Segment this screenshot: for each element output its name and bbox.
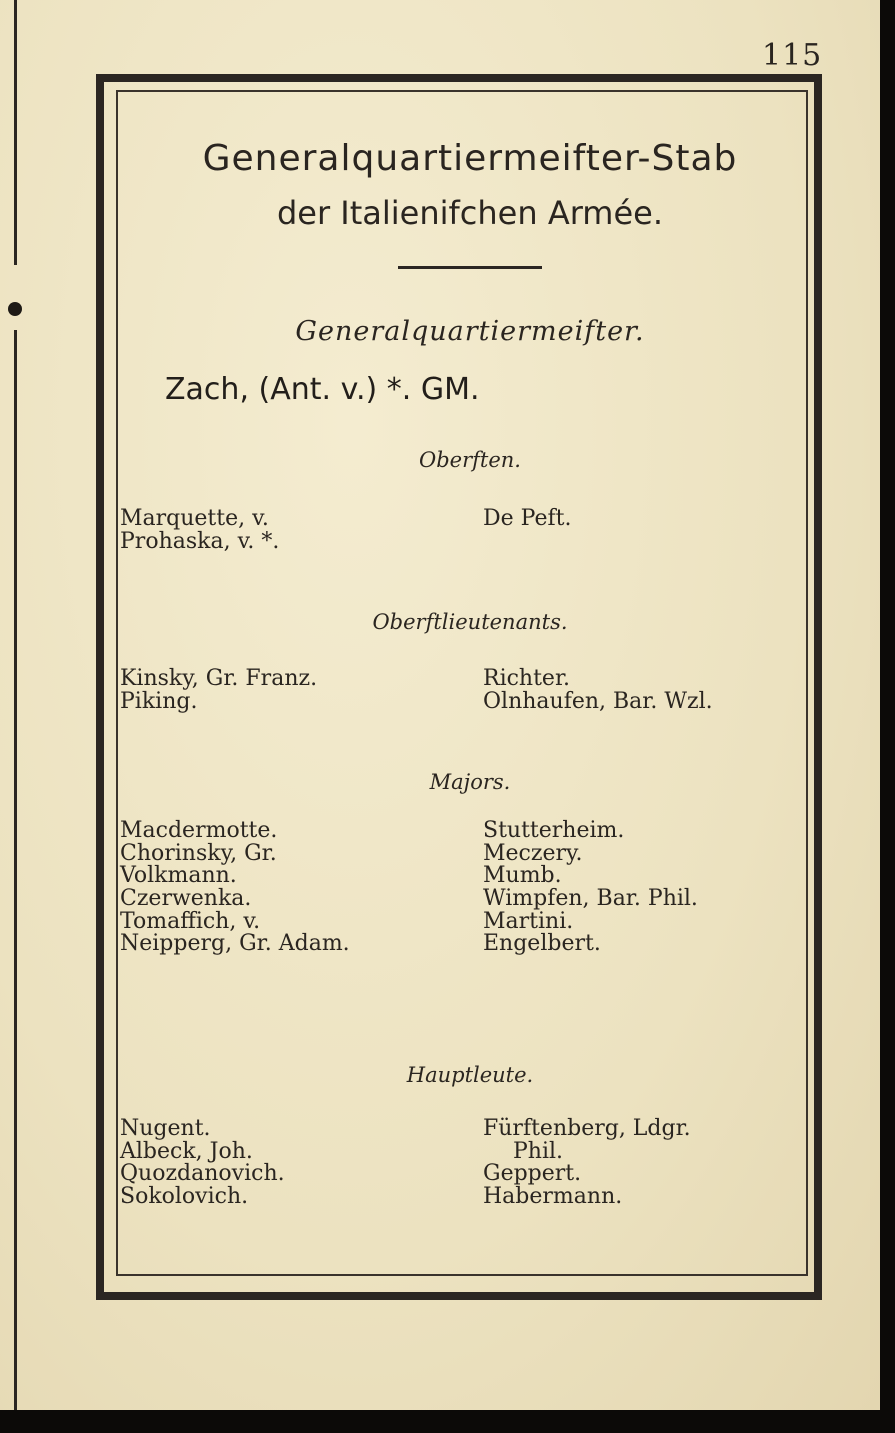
list-item: Meczery. [483,840,583,866]
list-item: Prohaska, v. *. [120,528,280,554]
page-subtitle: der Italienifchen Armée. [276,194,664,232]
list-item: Tomaffich, v. [120,908,261,934]
list-item: Neipperg, Gr. Adam. [120,931,350,957]
list-item: Stutterheim. [483,818,625,843]
page-title: Generalquartiermeifter-Stab [202,138,738,179]
list-item: Macdermotte. [120,818,278,843]
majors-left-column [120,820,350,956]
list-item: Wimpfen, Bar. Phil. [483,886,698,912]
hauptleute-right-column [483,1118,691,1209]
binding-mark [8,302,22,316]
list-item: Chorinsky, Gr. [120,840,277,866]
list-item: Volkmann. [120,863,237,889]
list-item: Fürftenberg, Ldgr. [483,1116,691,1141]
heading-obersten: Oberften. [419,448,521,472]
list-item: Habermann. [483,1184,623,1210]
list-item: Engelbert. [483,931,601,957]
list-item: Quozdanovich. [120,1161,285,1187]
obersten-left-column [120,508,279,553]
list-item: Nugent. [120,1116,211,1141]
oberstlieutenants-left-column [120,668,317,713]
list-item: Richter. [483,666,571,691]
list-item: Geppert. [483,1161,582,1187]
list-item: Martini. [483,908,574,934]
list-item: Phil. [513,1138,564,1164]
heading-majors: Majors. [429,770,511,794]
list-item: Albeck, Joh. [120,1138,253,1164]
heading-oberstlieutenants: Oberftlieutenants. [372,610,568,634]
list-item: Sokolovich. [120,1184,249,1210]
list-item: Mumb. [483,863,562,889]
title-divider [398,266,542,269]
majors-right-column [483,820,698,956]
list-item: Marquette, v. [120,506,269,531]
oberstlieutenants-right-column [483,668,713,713]
binding-rule-lower [14,330,17,1410]
hauptleute-left-column [120,1118,285,1209]
list-item: De Peft. [483,506,572,531]
list-item: Piking. [120,688,198,714]
heading-generalquartiermeister: Generalquartiermeifter. [295,316,645,347]
binding-rule [14,0,17,265]
list-item: Kinsky, Gr. Franz. [120,666,318,691]
entry-generalquartiermeister: Zach, (Ant. v.) *. GM. [165,372,480,407]
list-item: Czerwenka. [120,886,252,912]
obersten-right-column [483,508,571,531]
heading-hauptleute: Hauptleute. [406,1063,534,1087]
page-number: 115 [762,38,823,73]
list-item: Olnhaufen, Bar. Wzl. [483,688,713,714]
